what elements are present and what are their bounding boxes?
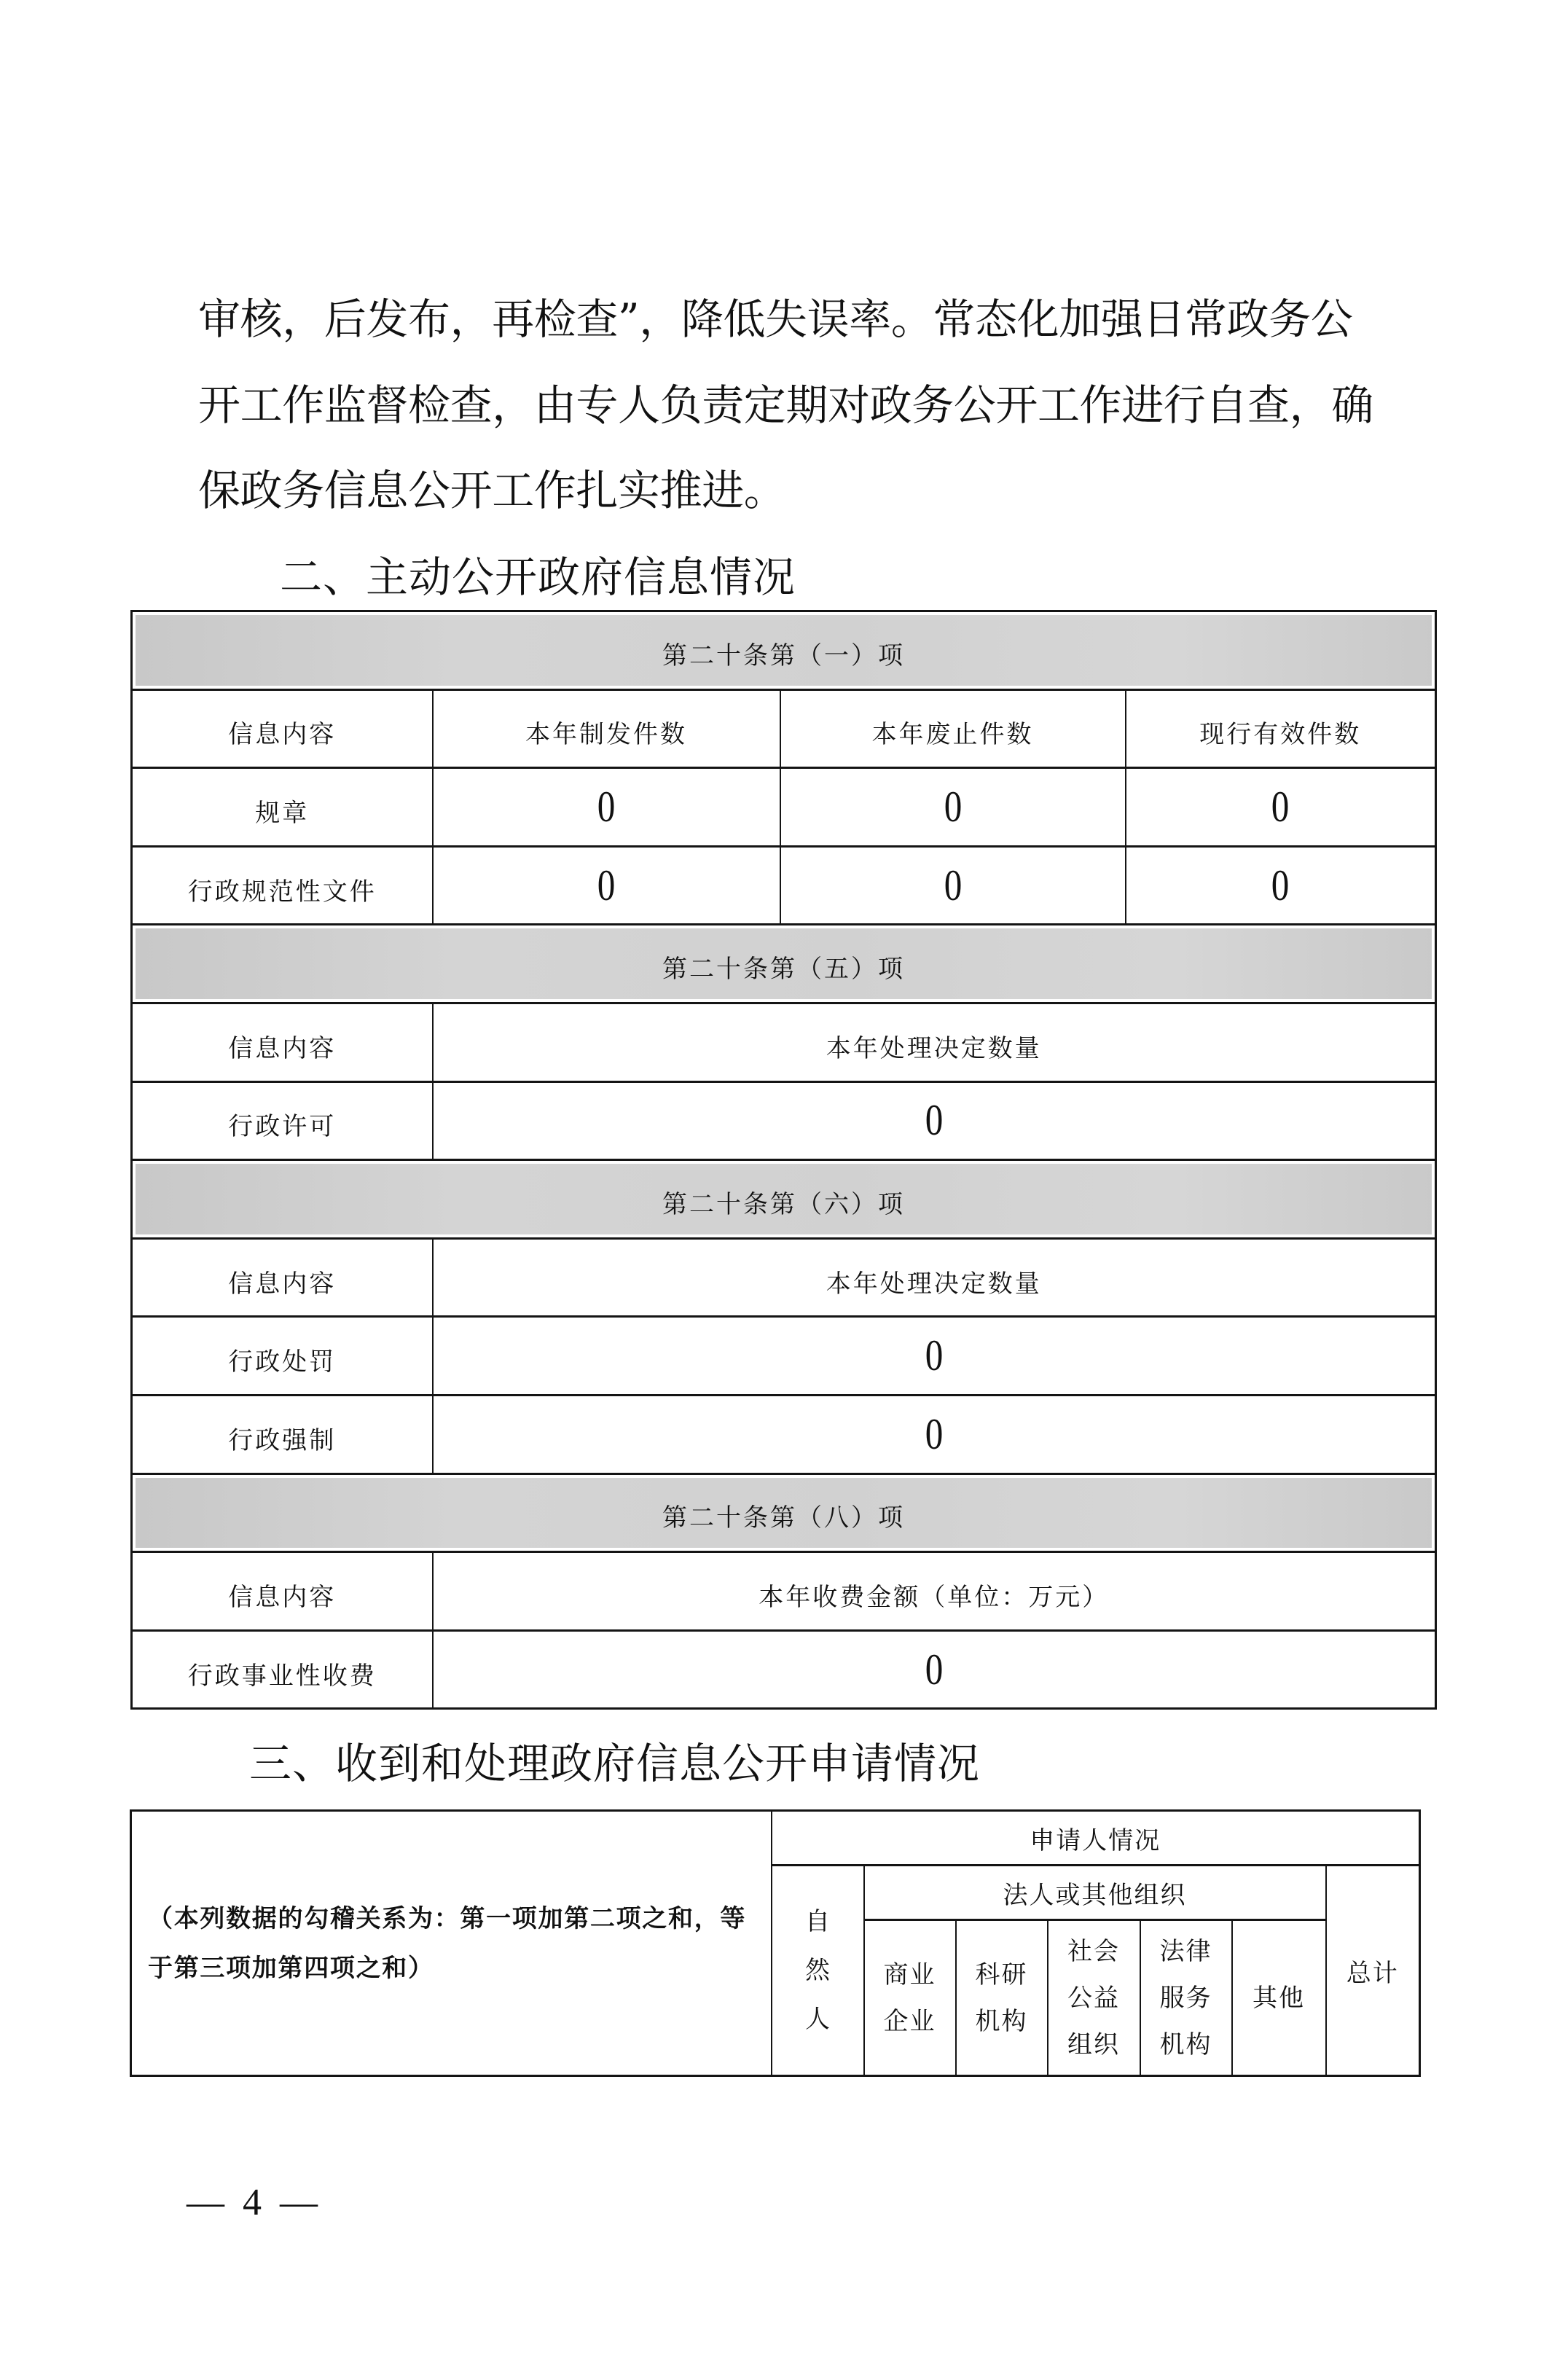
checksum-note-line: 于第三项加第四项之和） [148,1953,434,1983]
entity-type-commercial [864,1920,956,2076]
section-heading-applications: 三、收到和处理政府信息公开申请情况 [249,1739,981,1788]
cell-value: 0 [925,1409,944,1458]
section-header-row [132,1473,1436,1552]
column-header-decisions: 本年处理决定数量 [433,1003,1436,1081]
cell-value: 0 [597,782,616,831]
cell-value: 0 [925,1331,944,1380]
cell-value: 0 [1271,782,1290,831]
row-label: 行政事业性收费 [132,1630,433,1709]
entity-type-legal-service [1140,1920,1232,2076]
section-header-article-20-item-6: 第二十条第（六）项 [132,1160,1436,1239]
cell-amount [433,1630,1436,1709]
cell-value: 0 [597,861,616,909]
cell-count [433,1317,1436,1396]
column-header-row [132,689,1436,768]
cell-value: 0 [925,1096,944,1145]
body-paragraph-line: 保政务信息公开工作扎实推进。 [198,466,786,515]
table-row [132,1630,1436,1709]
proactive-disclosure-table [130,610,1437,1710]
entity-type-other [1232,1920,1326,2076]
row-label: 规章 [132,768,433,847]
column-header-info-content: 信息内容 [132,1003,433,1081]
column-header-info-content: 信息内容 [132,689,433,768]
row-label: 行政规范性文件 [132,846,433,925]
table-row [132,1317,1436,1396]
row-label: 行政强制 [132,1395,433,1473]
section-header-row [132,1160,1436,1239]
column-header-abolished: 本年废止件数 [780,689,1126,768]
natural-person-header [772,1866,864,2076]
column-header-decisions: 本年处理决定数量 [433,1238,1436,1317]
column-header-fee-amount: 本年收费金额（单位：万元） [433,1552,1436,1631]
legal-entities-header: 法人或其他组织 [864,1866,1326,1920]
section-heading-proactive-disclosure: 二、主动公开政府信息情况 [280,552,796,602]
column-header-row [132,1003,1436,1081]
cell-value: 0 [944,782,962,831]
cell-issued [433,846,780,925]
entity-type-social-welfare [1048,1920,1140,2076]
cell-in-force [1126,846,1436,925]
table-row [132,768,1436,847]
cell-abolished [780,768,1126,847]
column-header-issued: 本年制发件数 [433,689,780,768]
cell-value: 0 [1271,861,1290,909]
entity-type-label: 社会公益组织 [1067,1936,1120,2059]
body-paragraph-line: 开工作监督检查，由专人负责定期对政务公开工作进行自查，确 [198,380,1373,430]
column-header-row [132,1552,1436,1631]
entity-type-research [956,1920,1048,2076]
section-header-row [132,925,1436,1003]
entity-type-label: 科研机构 [975,1960,1028,2036]
entity-type-label: 商业企业 [883,1960,936,2036]
column-header-info-content: 信息内容 [132,1552,433,1631]
section-header-row [132,611,1436,690]
checksum-note-cell [131,1811,772,2076]
cell-in-force [1126,768,1436,847]
section-header-article-20-item-8: 第二十条第（八）项 [132,1473,1436,1552]
cell-issued [433,768,780,847]
table-row [132,1081,1436,1160]
page-number: — 4 — [187,2182,322,2223]
table-row [132,1395,1436,1473]
section-header-article-20-item-5: 第二十条第（五）项 [132,925,1436,1003]
section-header-article-20-item-1: 第二十条第（一）项 [132,611,1436,690]
cell-value: 0 [944,861,962,909]
cell-abolished [780,846,1126,925]
cell-count [433,1395,1436,1473]
entity-type-label: 法律服务机构 [1159,1936,1212,2059]
applicant-header-row [131,1811,1420,1866]
checksum-note-line: （本列数据的勾稽关系为：第一项加第二项之和，等 [148,1903,747,1933]
application-table [130,1809,1421,2077]
applicant-header: 申请人情况 [772,1811,1420,1866]
column-header-in-force: 现行有效件数 [1126,689,1436,768]
cell-count [433,1081,1436,1160]
column-header-info-content: 信息内容 [132,1238,433,1317]
total-header: 总计 [1326,1866,1420,2076]
row-label: 行政许可 [132,1081,433,1160]
entity-type-label: 其他 [1253,1983,1305,2013]
column-header-row [132,1238,1436,1317]
table-row [132,846,1436,925]
body-paragraph-line: 审核，后发布，再检查”，降低失误率。常态化加强日常政务公 [198,294,1353,344]
row-label: 行政处罚 [132,1317,433,1396]
natural-person-label: 自然人 [805,1906,830,2034]
cell-value: 0 [925,1645,944,1694]
